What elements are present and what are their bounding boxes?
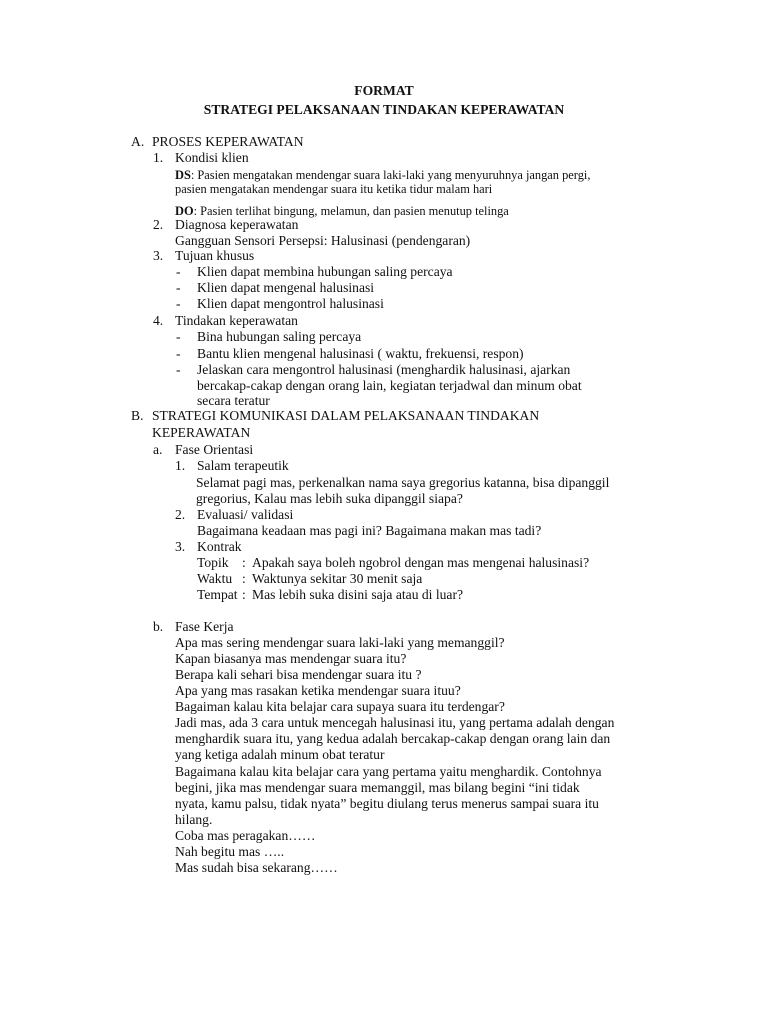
dialog-line: Bagaiman kalau kita belajar cara supaya suara itu terdengar? xyxy=(175,699,505,714)
item-title: Kondisi klien xyxy=(175,150,249,165)
dialog-line: begini, jika mas mendengar suara memanggil, mas bilang begini “ini tidak xyxy=(175,780,580,795)
section-b-heading: STRATEGI KOMUNIKASI DALAM PELAKSANAAN TINDAKAN xyxy=(152,408,540,423)
kontrak-value: Waktunya sekitar 30 menit saja xyxy=(252,571,423,586)
dialog-line: Berapa kali sehari bisa mendengar suara itu ? xyxy=(175,667,422,682)
ds-line-2: pasien mengatakan mendengar suara itu ketika tidur malam hari xyxy=(175,182,493,196)
subsection-title: Fase Orientasi xyxy=(175,442,254,457)
do-text: : Pasien terlihat bingung, melamun, dan pasien menutup telinga xyxy=(193,204,509,218)
kontrak-label: Topik xyxy=(197,555,229,570)
do-label: DO xyxy=(175,204,194,218)
item-number: 1. xyxy=(175,458,186,473)
bullet-text: Klien dapat membina hubungan saling percaya xyxy=(197,264,453,279)
subsection-marker: a. xyxy=(153,442,163,457)
dialog-line: Nah begitu mas ….. xyxy=(175,844,285,859)
bullet-text: Bina hubungan saling percaya xyxy=(197,329,362,344)
bullet-dash: - xyxy=(176,296,181,311)
item-title: Diagnosa keperawatan xyxy=(175,217,299,232)
section-b-heading-cont: KEPERAWATAN xyxy=(152,425,251,440)
kontrak-sep: : xyxy=(242,571,246,586)
item-number: 3. xyxy=(175,539,186,554)
item-body: gregorius, Kalau mas lebih suka dipanggil siapa? xyxy=(196,491,463,506)
item-number: 2. xyxy=(175,507,186,522)
kontrak-sep: : xyxy=(242,587,246,602)
item-body: Gangguan Sensori Persepsi: Halusinasi (pendengaran) xyxy=(175,233,471,248)
item-number: 1. xyxy=(153,150,164,165)
bullet-dash: - xyxy=(176,329,181,344)
kontrak-label: Waktu xyxy=(197,571,233,586)
subsection-marker: b. xyxy=(153,619,164,634)
dialog-line: nyata, kamu palsu, tidak nyata” begitu diulang terus menerus sampai suara itu xyxy=(175,796,599,811)
dialog-line: Bagaimana kalau kita belajar cara yang pertama yaitu menghardik. Contohnya xyxy=(175,764,602,779)
item-title: Salam terapeutik xyxy=(197,458,289,473)
section-a-marker: A. xyxy=(131,134,145,149)
dialog-line: Mas sudah bisa sekarang…… xyxy=(175,860,338,875)
dialog-line: Jadi mas, ada 3 cara untuk mencegah halusinasi itu, yang pertama adalah dengan xyxy=(175,715,615,730)
item-number: 4. xyxy=(153,313,164,328)
bullet-dash: - xyxy=(176,280,181,295)
kontrak-value: Apakah saya boleh ngobrol dengan mas mengenai halusinasi? xyxy=(252,555,590,570)
kontrak-value: Mas lebih suka disini saja atau di luar? xyxy=(252,587,464,602)
document-title: FORMAT xyxy=(354,83,414,98)
kontrak-label: Tempat xyxy=(197,587,238,602)
section-b-marker: B. xyxy=(131,408,144,423)
item-title: Kontrak xyxy=(197,539,242,554)
item-body: Selamat pagi mas, perkenalkan nama saya gregorius katanna, bisa dipanggil xyxy=(196,475,610,490)
document-subtitle: STRATEGI PELAKSANAAN TINDAKAN KEPERAWATAN xyxy=(203,102,565,117)
ds-label: DS xyxy=(175,168,191,182)
ds-text: : Pasien mengatakan mendengar suara laki-laki yang menyuruhnya jangan pergi, xyxy=(190,168,591,182)
item-title: Tindakan keperawatan xyxy=(175,313,298,328)
subsection-title: Fase Kerja xyxy=(175,619,234,634)
dialog-line: yang ketiga adalah minum obat teratur xyxy=(175,747,385,762)
item-number: 3. xyxy=(153,248,164,263)
dialog-line: Coba mas peragakan…… xyxy=(175,828,316,843)
bullet-text-cont: secara teratur xyxy=(197,393,270,408)
bullet-text: Bantu klien mengenal halusinasi ( waktu, frekuensi, respon) xyxy=(197,346,524,361)
dialog-line: Kapan biasanya mas mendengar suara itu? xyxy=(175,651,407,666)
bullet-dash: - xyxy=(176,264,181,279)
dialog-line: Apa yang mas rasakan ketika mendengar suara ituu? xyxy=(175,683,461,698)
dialog-line: hilang. xyxy=(175,812,213,827)
dialog-line: Apa mas sering mendengar suara laki-laki yang memanggil? xyxy=(175,635,505,650)
item-title: Evaluasi/ validasi xyxy=(197,507,294,522)
bullet-dash: - xyxy=(176,362,181,377)
item-number: 2. xyxy=(153,217,164,232)
item-title: Tujuan khusus xyxy=(175,248,255,263)
bullet-text: Jelaskan cara mengontrol halusinasi (menghardik halusinasi, ajarkan xyxy=(197,362,571,377)
dialog-line: menghardik suara itu, yang kedua adalah bercakap-cakap dengan orang lain dan xyxy=(175,731,611,746)
bullet-text: Klien dapat mengontrol halusinasi xyxy=(197,296,384,311)
kontrak-sep: : xyxy=(242,555,246,570)
bullet-text-cont: bercakap-cakap dengan orang lain, kegiatan terjadwal dan minum obat xyxy=(197,378,582,393)
bullet-text: Klien dapat mengenal halusinasi xyxy=(197,280,375,295)
bullet-dash: - xyxy=(176,346,181,361)
item-body: Bagaimana keadaan mas pagi ini? Bagaimana makan mas tadi? xyxy=(197,523,542,538)
section-a-heading: PROSES KEPERAWATAN xyxy=(152,134,304,149)
